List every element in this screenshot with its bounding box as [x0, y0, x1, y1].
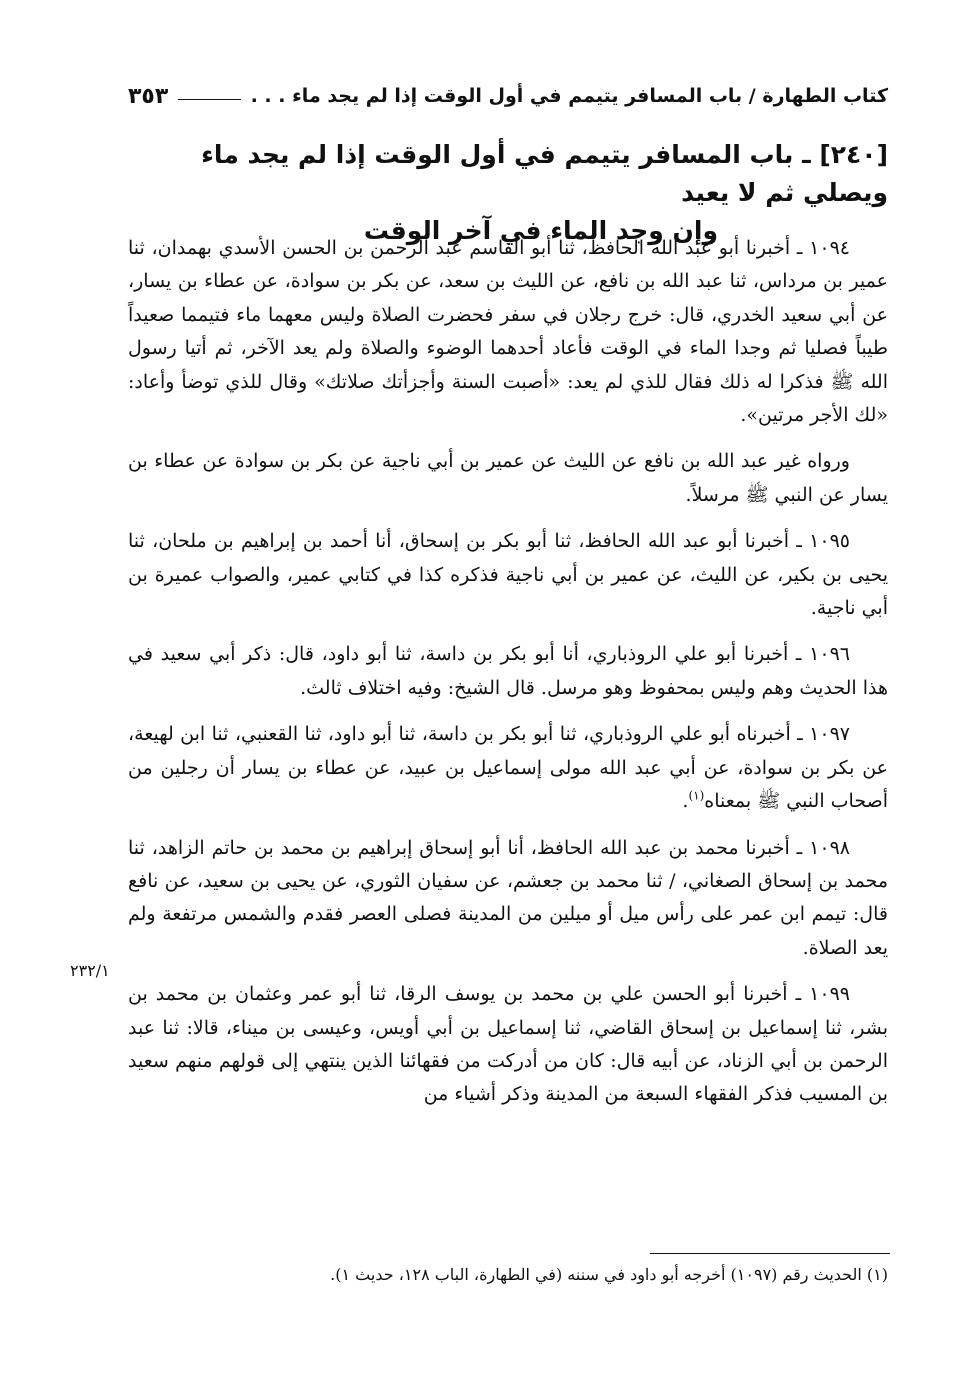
hadith-1097: ١٠٩٧ ـ أخبرناه أبو علي الروذباري، ثنا أبو بكر بن داسة، ثنا أبو داود، ثنا القعنبي، ثنا ابن لهيعة، عن بكر بن سوادة، عن أبي عبد الله مولى إسماعيل بن عبيد، عن عطاء بن يسار أن رجلين من أصحاب النبي ﷺ بمعناه$^{(١)}$.: [128, 723, 888, 813]
chapter-title-line-1: [٢٤٠] ـ باب المسافر يتيمم في أول الوقت إذا لم يجد ماء ويصلي ثم لا يعيد: [201, 140, 888, 207]
hadith-1094: ١٠٩٤ ـ أخبرنا أبو عبد الله الحافظ، ثنا أبو القاسم عبد الرحمن بن الحسن الأسدي بهمدان، ثنا عمير بن مرداس، ثنا عبد الله بن نافع، عن الليث بن سعد، عن بكر بن سوادة، عن عطاء بن يسار، عن أبي سعيد الخدري، قال: خرج رجلان في سفر فحضرت الصلاة وليس معهما ماء فتيمما صعيداً طيباً فصليا ثم وجدا الماء في الوقت فأعاد أحدهما الوضوء والصلاة ولم يعد الآخر، ثم أتيا رسول الله ﷺ فذكرا له ذلك فقال للذي لم يعد: «أصبت السنة وأجزأتك صلاتك» وقال للذي توضأ وأعاد: «لك الأجر مرتين».: [128, 237, 888, 427]
margin-volume-page-note: ٢٣٢/١: [70, 961, 110, 980]
hadith-1095: ١٠٩٥ ـ أخبرنا أبو عبد الله الحافظ، ثنا أبو بكر بن إسحاق، أنا أحمد بن إبراهيم بن ملحان، ثنا يحيى بن بكير، عن الليث، عن عمير بن أبي ناجية فذكره كذا في كتابي عمير، والصواب عميرة بن أبي ناجية.: [128, 530, 888, 620]
note-paragraph: ورواه غير عبد الله بن نافع عن الليث عن عمير بن أبي ناجية عن بكر بن سوادة عن عطاء بن يسار عن النبي ﷺ مرسلاً.: [128, 450, 888, 506]
hadith-1098: ١٠٩٨ ـ أخبرنا محمد بن عبد الله الحافظ، أنا أبو إسحاق إبراهيم بن محمد بن حاتم الزاهد، ثنا محمد بن إسحاق الصغاني، / ثنا محمد بن جعشم، عن سفيان الثوري، عن يحيى بن سعيد، عن نافع قال: تيمم ابن عمر على رأس ميل أو ميلين من المدينة فصلى العصر فقدم والشمس مرتفعة ولم يعد الصلاة.: [128, 836, 888, 959]
running-title: كتاب الطهارة / باب المسافر يتيمم في أول الوقت إذا لم يجد ماء . . .: [250, 85, 888, 107]
footnote: (١) الحديث رقم (١٠٩٧) أخرجه أبو داود في سننه (في الطهارة، الباب ١٢٨، حديث ١).: [330, 1265, 888, 1284]
header-rule: [178, 99, 240, 100]
hadith-1096: ١٠٩٦ ـ أخبرنا أبو علي الروذباري، أنا أبو بكر بن داسة، ثنا أبو داود، قال: ذكر أبي سعيد في هذا الحديث وهم وليس بمحفوظ وهو مرسل. قال الشيخ: وفيه اختلاف ثالث.: [128, 643, 888, 699]
hadith-1097-text: ١٠٩٧ ـ أخبرناه أبو علي الروذباري، ثنا أبو بكر بن داسة، ثنا أبو داود، ثنا القعنبي، ثنا ابن لهيعة، عن بكر بن سوادة، عن أبي عبد الله مولى إسماعيل بن عبيد، عن عطاء بن يسار أن رجلين من أصحاب النبي ﷺ بمعناه: [128, 723, 888, 813]
page-number: ٣٥٣: [128, 83, 169, 109]
body-text: [128, 232, 888, 1125]
chapter-title-line-2: وإن وجد الماء في آخر الوقت: [363, 216, 718, 245]
footnote-reference: (١): [688, 788, 705, 803]
running-header: [128, 76, 888, 116]
hadith-1099: ١٠٩٩ ـ أخبرنا أبو الحسن علي بن محمد بن يوسف الرقا، ثنا أبو عمر وعثمان بن محمد بن بشر، ثنا إسماعيل بن إسحاق القاضي، ثنا إسماعيل بن أبي أويس، وعيسى بن ميناء، قالا: ثنا عبد الرحمن بن أبي الزناد، عن أبيه قال: كان من أدركت من فقهائنا الذين ينتهي إلى قولهم منهم سعيد بن المسيب فذكر الفقهاء السبعة من المدينة وذكر أشياء من: [128, 983, 888, 1106]
footnote-rule: [650, 1253, 890, 1254]
